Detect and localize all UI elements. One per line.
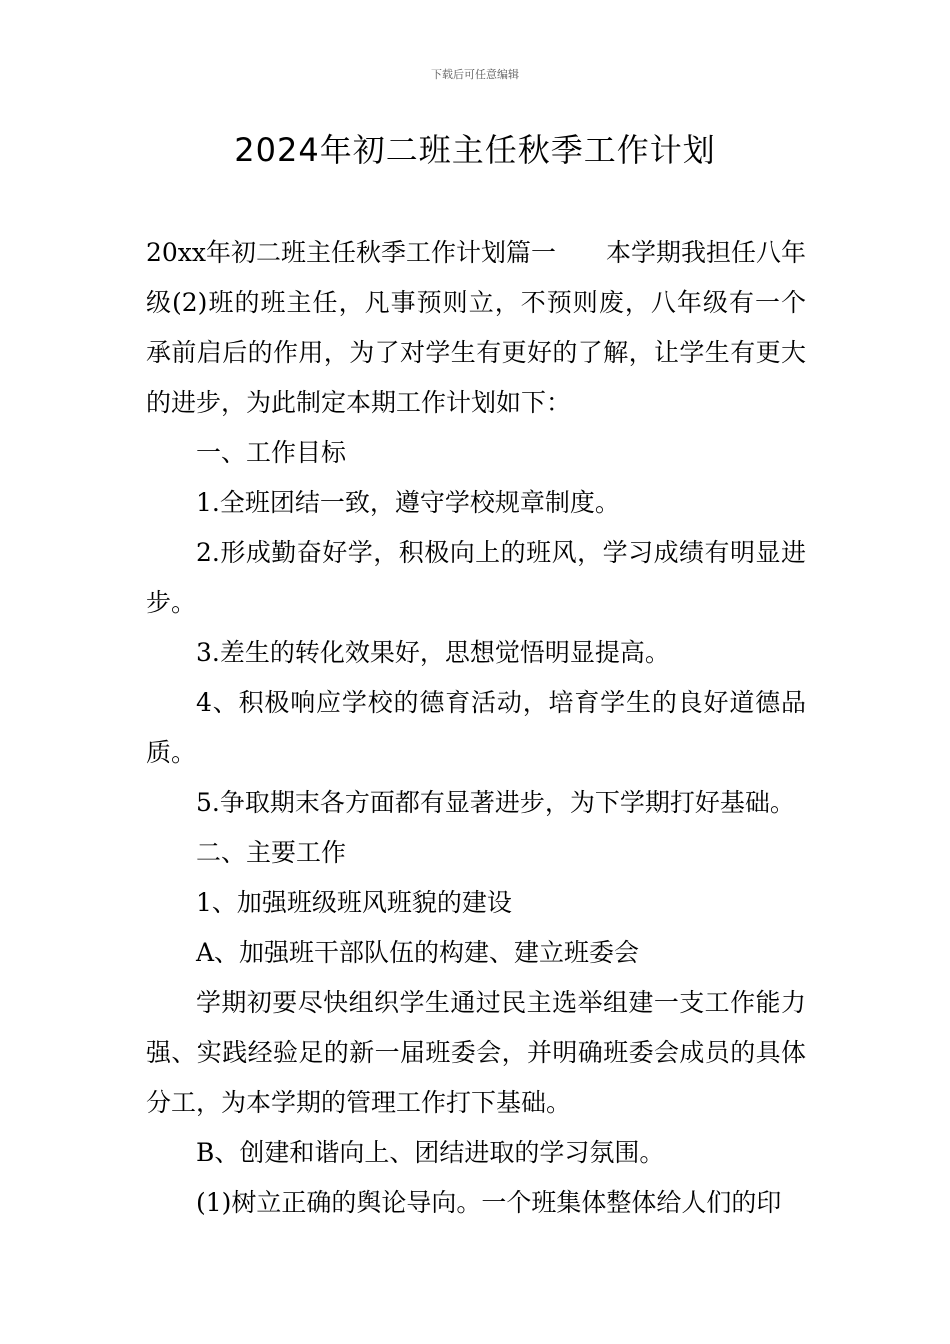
goal-item-1: 1.全班团结一致，遵守学校规章制度。 [196, 488, 620, 517]
item-heading-a: A、加强班干部队伍的构建、建立班委会 [196, 938, 640, 967]
goal-item-2: 2.形成勤奋好学，积极向上的班风，学习成绩有明显进步。 [146, 538, 806, 617]
document-title: 2024年初二班主任秋季工作计划 [234, 131, 716, 169]
header-note: 下载后可任意编辑 [431, 68, 519, 81]
item-heading-b: B、创建和谐向上、团结进取的学习氛围。 [196, 1138, 665, 1167]
document-body [146, 228, 806, 1228]
section-heading-main-work: 二、主要工作 [196, 838, 347, 867]
subsection-heading-class-style: 1、加强班级班风班貌的建设 [196, 888, 512, 917]
paragraph-class-committee: 学期初要尽快组织学生通过民主选举组建一支工作能力强、实践经验足的新一届班委会，并明确班委会成员的具体分工，为本学期的管理工作打下基础。 [146, 988, 806, 1117]
goal-item-4: 4、积极响应学校的德育活动，培育学生的良好道德品质。 [146, 688, 806, 767]
goal-item-5: 5.争取期末各方面都有显著进步，为下学期打好基础。 [196, 788, 795, 817]
paragraph-public-opinion: (1)树立正确的舆论导向。一个班集体整体给人们的印 [196, 1188, 782, 1217]
paragraph-intro: 20xx年初二班主任秋季工作计划篇一 本学期我担任八年级(2)班的班主任，凡事预则立，不预则废，八年级有一个承前启后的作用，为了对学生有更好的了解，让学生有更大的进步，为此制定本期工作计划如下： [146, 238, 807, 417]
section-heading-goals: 一、工作目标 [196, 438, 347, 467]
goal-item-3: 3.差生的转化效果好，思想觉悟明显提高。 [196, 638, 670, 667]
